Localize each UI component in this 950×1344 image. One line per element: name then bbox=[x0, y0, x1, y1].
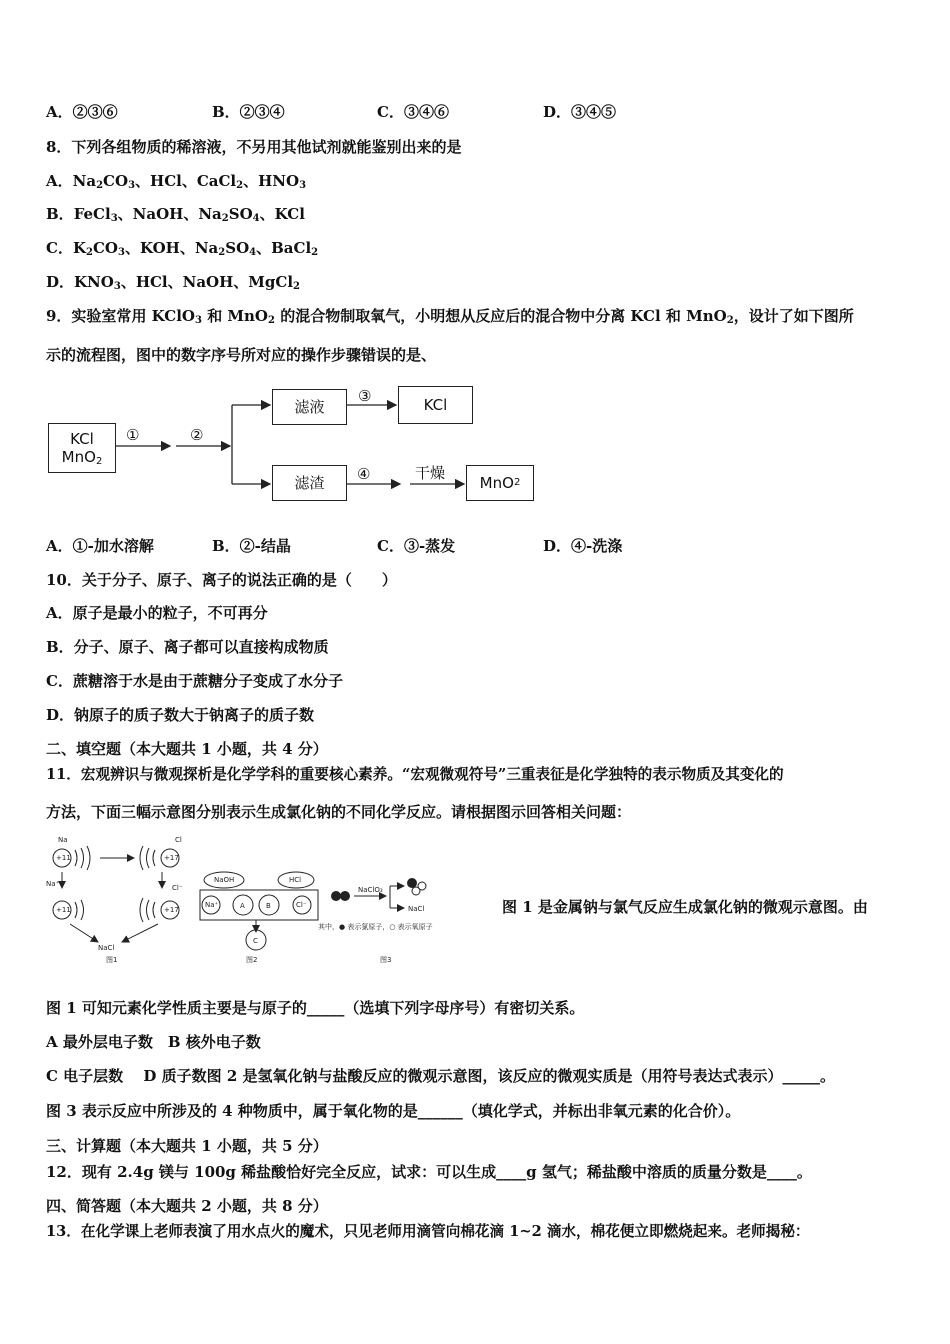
q13-text: 13．在化学课上老师表演了用水点火的魔术，只见老师用滴管向棉花滴 1~2 滴水，棉花便立即燃烧起来。老师揭秘： bbox=[46, 1223, 810, 1240]
fig3-legend: 其中，● 表示氯原子，○ 表示氧原子 bbox=[318, 923, 433, 931]
q8-option-c: C．$K_2CO_3$、KOH、$Na_2SO_4$、BaCl$_2$ bbox=[46, 239, 319, 258]
q7-option-a: A．②③⑥ bbox=[46, 103, 118, 121]
section-4-heading: 四、简答题（本大题共 2 小题，共 8 分） bbox=[46, 1197, 328, 1215]
fig2-cl-ion: Cl⁻ bbox=[296, 901, 307, 909]
fig2-a-label: A bbox=[240, 902, 245, 910]
q7-option-b: B．②③④ bbox=[212, 103, 285, 121]
fig1-n17-bottom: +17 bbox=[164, 906, 179, 914]
q11-line1: 11．宏观辨识与微观探析是化学学科的重要核心素养。“宏观微观符号”三重表征是化学独特的表示物质及其变化的 bbox=[46, 766, 784, 783]
q10-option-d: D．钠原子的质子数大于钠离子的质子数 bbox=[46, 706, 315, 724]
q9-stem-line2: 示的流程图，图中的数字序号所对应的操作步骤错误的是、 bbox=[46, 346, 437, 364]
q9-option-c: C．③-蒸发 bbox=[377, 537, 456, 555]
q10-stem: 10．关于分子、原子、离子的说法正确的是（ ） bbox=[46, 571, 397, 589]
q11-line4: A 最外层电子数 B 核外电子数 bbox=[46, 1033, 261, 1051]
q8-stem: 8．下列各组物质的稀溶液，不另用其他试剂就能鉴别出来的是 bbox=[46, 138, 462, 156]
label-step1: ① bbox=[126, 426, 140, 444]
nacl-micro-figures bbox=[40, 828, 500, 968]
q11-line6: 图 3 表示反应中所涉及的 4 种物质中，属于氧化物的是______（填化学式，并标出非氧元素的化合价）。 bbox=[46, 1102, 741, 1120]
label-step4: ④ bbox=[357, 465, 371, 483]
kcl-box: KCl bbox=[398, 386, 473, 424]
label-step3: ③ bbox=[358, 387, 372, 405]
q9-option-b: B．②-结晶 bbox=[212, 537, 291, 555]
residue-box: 滤渣 bbox=[272, 465, 347, 501]
q11-line3: 图 1 可知元素化学性质主要是与原子的_____（选填下列字母序号）有密切关系。 bbox=[46, 999, 585, 1017]
fig1-cl-label: Cl bbox=[175, 836, 182, 844]
q11-line2: 方法，下面三幅示意图分别表示生成氯化钠的不同化学反应。请根据图示回答相关问题： bbox=[46, 803, 632, 821]
fig1-cl-ion-label: Cl⁻ bbox=[172, 884, 183, 892]
section-3-heading: 三、计算题（本大题共 1 小题，共 5 分） bbox=[46, 1137, 328, 1155]
q11-figure-side-text: 图 1 是金属钠与氯气反应生成氯化钠的微观示意图。由 bbox=[502, 898, 868, 916]
fig1-nacl-label: NaCl bbox=[98, 944, 115, 952]
section-2-heading: 二、填空题（本大题共 1 小题，共 4 分） bbox=[46, 740, 328, 758]
q11-line5: C 电子层数 D 质子数图 2 是氢氧化钠与盐酸反应的微观示意图，该反应的微观实质是（用符号表达式表示）_____。 bbox=[46, 1067, 835, 1085]
start-mixture-box: KCl MnO$_2$ bbox=[48, 423, 116, 473]
fig2-c-label: C bbox=[253, 937, 258, 945]
fig3-nacl-label: NaCl bbox=[408, 905, 425, 913]
fig2-hcl-label: HCl bbox=[289, 876, 302, 884]
fig2-b-label: B bbox=[266, 902, 271, 910]
flowchart-arrows bbox=[0, 0, 950, 520]
q9-option-a: A．①-加水溶解 bbox=[46, 537, 154, 555]
q7-option-c: C．③④⑥ bbox=[377, 103, 449, 121]
q9-stem-line1: 9．实验室常用 KClO$_3$ 和 MnO$_2$ 的混合物制取氧气，小明想从反应后的混合物中分离 KCl 和 MnO$_2$，设计了如下图所 bbox=[46, 307, 854, 326]
q12-text: 12．现有 2.4g 镁与 100g 稀盐酸恰好完全反应，试求：可以生成____g 氢气；稀盐酸中溶质的质量分数是____。 bbox=[46, 1163, 812, 1181]
fig2-caption: 图2 bbox=[246, 956, 258, 964]
figure-1 bbox=[46, 836, 183, 964]
fig1-caption: 图1 bbox=[106, 956, 118, 964]
fig3-naclo3-label: NaClO₃ bbox=[358, 886, 383, 894]
label-dry: 干燥 bbox=[415, 464, 446, 482]
fig1-n17-top: +17 bbox=[164, 854, 179, 862]
fig1-na-ion-label: Na⁺ bbox=[46, 880, 60, 888]
filtrate-box: 滤液 bbox=[272, 389, 347, 425]
figure-2 bbox=[200, 872, 318, 964]
q8-option-b: B．FeCl$_3$、NaOH、$Na_2SO_4$、KCl bbox=[46, 205, 305, 224]
q10-option-b: B．分子、原子、离子都可以直接构成物质 bbox=[46, 638, 329, 656]
mno2-box: MnO 2 bbox=[466, 465, 534, 501]
figure-3 bbox=[318, 878, 433, 964]
q9-option-d: D．④-洗涤 bbox=[543, 537, 623, 555]
q10-option-c: C．蔗糖溶于水是由于蔗糖分子变成了水分子 bbox=[46, 672, 343, 690]
fig2-na-ion: Na⁺ bbox=[205, 901, 219, 909]
fig1-na-label: Na bbox=[58, 836, 68, 844]
q10-option-a: A．原子是最小的粒子，不可再分 bbox=[46, 604, 268, 622]
q8-option-a: A．$Na_2CO_3$、HCl、CaCl$_2$、$HNO_3$ bbox=[46, 172, 307, 191]
fig1-n11-bottom: +11 bbox=[56, 906, 71, 914]
fig2-naoh-label: NaOH bbox=[214, 876, 235, 884]
q8-option-d: D．$KNO_3$、HCl、NaOH、MgCl$_2$ bbox=[46, 273, 300, 292]
label-step2: ② bbox=[190, 426, 204, 444]
fig3-caption: 图3 bbox=[380, 956, 392, 964]
fig1-n11-top: +11 bbox=[56, 854, 71, 862]
q7-option-d: D．③④⑤ bbox=[543, 103, 617, 121]
